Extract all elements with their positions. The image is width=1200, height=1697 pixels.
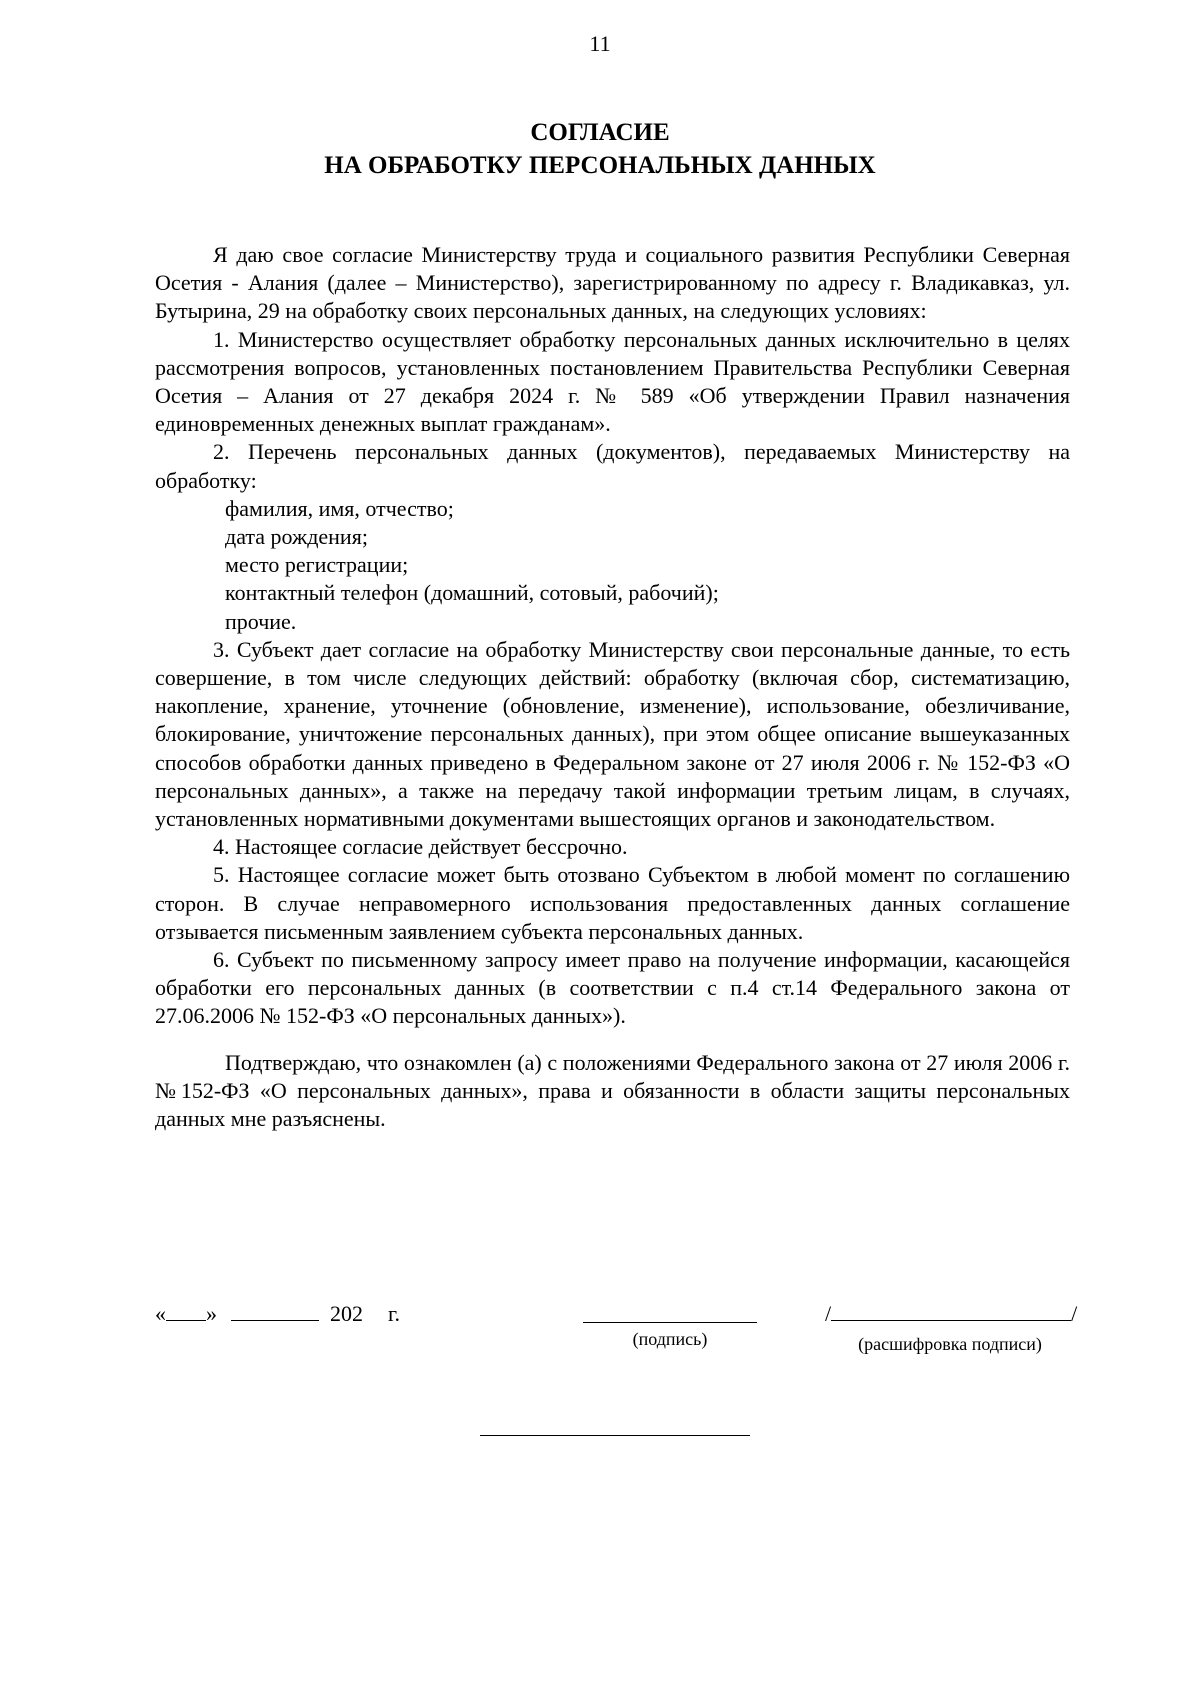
signature-decode-field[interactable] (825, 1300, 1078, 1358)
signature-row (155, 1300, 1078, 1360)
decode-caption: (расшифровка подписи) (858, 1334, 1042, 1355)
clause-4: 4. Настоящее согласие действует бессрочно. (213, 834, 628, 860)
list-item: дата рождения; (225, 524, 368, 550)
clause-3: 3. Субъект дает согласие на обработку Министерству свои персональные данные, то есть совершение, в том числе следующих действий: обработку (включая сбор, систематизацию, накопление, хранение, уточнение (обновление, изменение), использование, обезличивание, блокирование, уничтожение персональных данных), при этом общее описание вышеуказанных способов обработки данных приведено в Федеральном законе от 27 июля 2006 г. № 152-ФЗ «О персональных данных», а также на передачу такой информации третьим лицам, в случаях, установленных нормативными документами вышестоящих органов и законодательством. (155, 636, 1070, 832)
signature-field[interactable] (583, 1300, 757, 1353)
list-item: фамилия, имя, отчество; (225, 495, 454, 521)
month-blank[interactable] (231, 1302, 319, 1321)
clause-2: 2. Перечень персональных данных (документов), передаваемых Министерству на обработку: (155, 439, 1070, 493)
date-field[interactable] (155, 1300, 400, 1328)
list-item: прочие. (225, 608, 297, 634)
year-text: 202 (330, 1301, 363, 1326)
date-open-quote: « (155, 1301, 166, 1326)
confirmation-paragraph: Подтверждаю, что ознакомлен (а) с положениями Федерального закона от 27 июля 2006 г. №152-ФЗ «О персональных данных», права и обязанности в области защиты персональных данных мне разъяснены. (155, 1049, 1070, 1132)
title-line-2: НА ОБРАБОТКУ ПЕРСОНАЛЬНЫХ ДАННЫХ (324, 152, 876, 179)
document-title (0, 116, 1200, 182)
day-blank[interactable] (166, 1302, 206, 1321)
document-body (155, 241, 1070, 1133)
title-line-1: СОГЛАСИЕ (530, 119, 670, 146)
date-close-quote: » (206, 1301, 217, 1326)
list-item: место регистрации; (225, 552, 409, 578)
clause-1: 1. Министерство осуществляет обработку персональных данных исключительно в целях рассмотрения вопросов, установленных постановлением Правительства Республики Северная Осетия – Алания от 27 декабря 2024 г. № 589 «Об утверждении Правил назначения единовременных денежных выплат гражданам». (155, 326, 1070, 437)
slash-right: / (1071, 1301, 1078, 1326)
slash-left: / (825, 1301, 832, 1326)
signature-caption: (подпись) (632, 1329, 708, 1349)
decode-line[interactable] (831, 1302, 1071, 1321)
intro-paragraph: Я даю свое согласие Министерству труда и социального развития Республики Северная Осетия - Алания (далее – Министерство), зарегистрированному по адресу г. Владикавказ, ул. Бутырина, 29 на обработку своих персональных данных, на следующих условиях: (155, 242, 1070, 324)
page-number: 11 (589, 31, 611, 56)
clause-5: 5. Настоящее согласие может быть отозвано Субъектом в любой момент по соглашению сторон. В случае неправомерного использования предоставленных данных соглашение отзывается письменным заявлением субъекта персональных данных. (155, 862, 1070, 944)
bottom-separator-line (480, 1435, 750, 1436)
year-blank[interactable] (369, 1302, 383, 1321)
list-item: контактный телефон (домашний, сотовый, рабочий); (225, 580, 719, 606)
clause-6: 6. Субъект по письменному запросу имеет право на получение информации, касающейся обработки его персональных данных (в соответствии с п.4 ст.14 Федерального закона от 27.06.2006 № 152-ФЗ «О персональных данных»). (155, 947, 1070, 1029)
year-suffix: г. (388, 1301, 401, 1326)
personal-data-list (155, 495, 1070, 636)
signature-line[interactable] (583, 1300, 757, 1323)
